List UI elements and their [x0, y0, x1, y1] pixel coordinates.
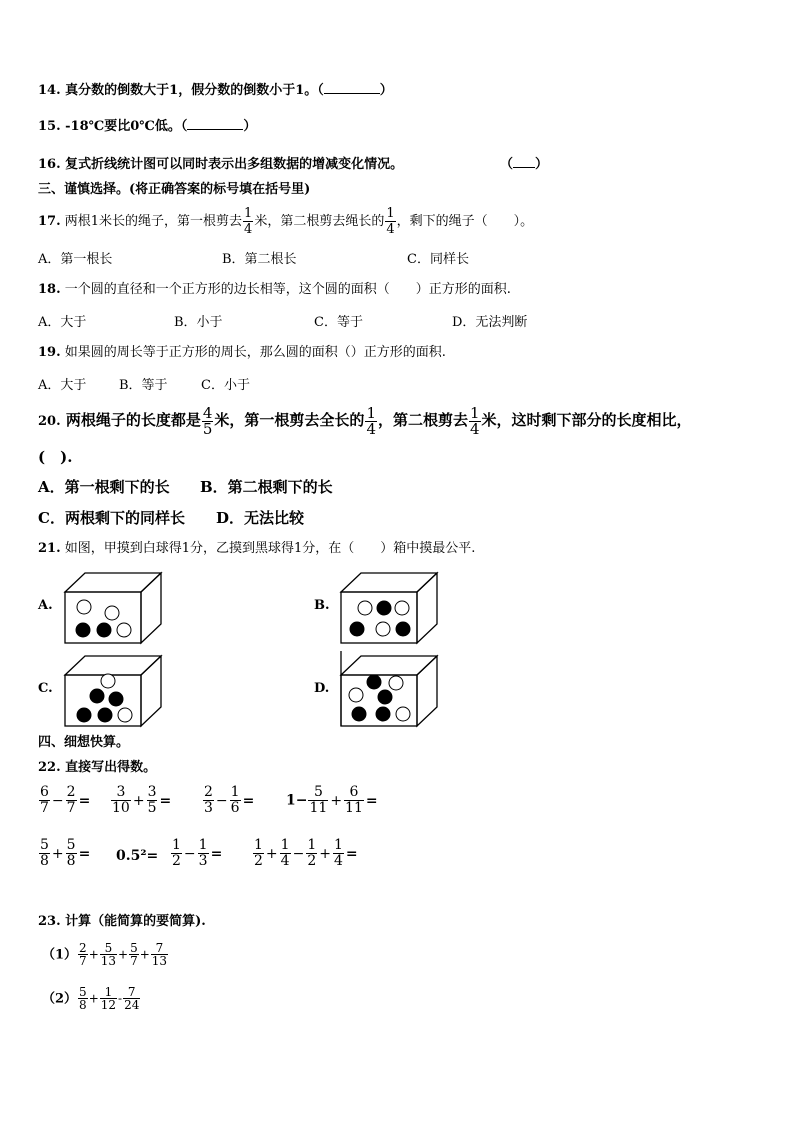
- numerator: 1: [386, 206, 395, 221]
- fraction: [198, 838, 209, 869]
- numerator: 1: [307, 837, 317, 853]
- question-number: 16.: [38, 157, 61, 172]
- numerator: 3: [147, 784, 157, 800]
- fraction: [333, 838, 344, 869]
- question-20: [38, 403, 692, 439]
- calc-problem-1[interactable]: [42, 942, 169, 967]
- denominator: 7: [79, 954, 87, 968]
- ball-box-a[interactable]: [62, 570, 164, 646]
- white-ball: [118, 708, 132, 722]
- numerator: 2: [204, 784, 213, 800]
- question-text: 复式折线统计图可以同时表示出多组数据的增减变化情况。: [65, 157, 404, 172]
- numerator: 5: [66, 837, 76, 853]
- black-ball: [396, 622, 410, 636]
- denominator: 5: [202, 419, 213, 438]
- fraction: [385, 206, 395, 237]
- expression-3[interactable]: [202, 785, 255, 816]
- black-ball: [97, 623, 111, 637]
- fraction: [111, 785, 131, 816]
- black-ball: [352, 707, 366, 721]
- question-text: -18℃要比0℃低。（: [65, 119, 188, 134]
- denominator: 24: [124, 998, 140, 1012]
- denominator: 4: [366, 419, 376, 438]
- option-a[interactable]: A．第一根剩下的长: [38, 478, 170, 496]
- option-a[interactable]: A．大于: [38, 315, 87, 330]
- option-a[interactable]: A．大于: [38, 378, 87, 393]
- fraction: [66, 785, 77, 816]
- question-18: [38, 280, 511, 300]
- operator: +: [51, 845, 64, 862]
- option-b[interactable]: B．第二根剩下的长: [200, 478, 333, 496]
- numerator: 5: [130, 941, 138, 955]
- denominator: 12: [100, 998, 117, 1012]
- numerator: 1: [254, 837, 263, 853]
- white-ball: [117, 623, 131, 637]
- operator: +: [118, 947, 129, 962]
- question-22: [38, 758, 156, 778]
- white-ball: [105, 606, 119, 620]
- numerator: 5: [40, 837, 49, 853]
- white-ball: [358, 601, 372, 615]
- numerator: 6: [344, 785, 364, 801]
- question-text: ，剩下的绳子（ ）。: [396, 214, 534, 229]
- equals-sign: =: [242, 792, 255, 809]
- fraction: [151, 942, 168, 967]
- fraction: [243, 206, 253, 237]
- expression-4[interactable]: [286, 785, 379, 816]
- denominator: 3: [198, 853, 208, 869]
- fraction: [344, 785, 364, 816]
- white-ball: [395, 601, 409, 615]
- equals-sign: =: [210, 845, 223, 862]
- question-text: 两根1米长的绳子，第一根剪去: [64, 214, 243, 229]
- fraction: [100, 942, 117, 967]
- equals-sign: =: [365, 792, 378, 809]
- fraction: [308, 785, 328, 816]
- equals-sign: =: [78, 845, 91, 862]
- expression-1[interactable]: [38, 785, 91, 816]
- question-text: 一个圆的直径和一个正方形的边长相等，这个圆的面积（ ）正方形的面积.: [64, 282, 511, 297]
- question-16-answer: [500, 155, 548, 175]
- denominator: 11: [309, 800, 328, 816]
- denominator: 8: [66, 853, 76, 869]
- numerator: 7: [151, 942, 168, 955]
- black-ball: [377, 601, 391, 615]
- fraction: [100, 986, 117, 1011]
- box-side: [141, 656, 161, 726]
- question-number: 14.: [38, 83, 61, 98]
- white-ball: [389, 676, 403, 690]
- answer-blank[interactable]: [513, 155, 535, 168]
- white-ball: [396, 707, 410, 721]
- ball-box-d[interactable]: [338, 651, 440, 729]
- question-number: 23.: [38, 914, 61, 929]
- question-number: 22.: [38, 760, 61, 775]
- box-top: [341, 656, 437, 675]
- section-3-heading: 三、谨慎选择。(将正确答案的标号填在括号里): [38, 182, 311, 197]
- operator: +: [319, 845, 331, 862]
- option-d[interactable]: D．无法判断: [452, 315, 528, 330]
- expression-7[interactable]: [170, 838, 223, 869]
- question-text: 计算（能简算的要简算).: [65, 914, 206, 929]
- option-a[interactable]: A．第一根长: [38, 252, 113, 267]
- numerator: 2: [79, 941, 87, 955]
- numerator: 3: [111, 785, 131, 801]
- question-text: 两根绳子的长度都是: [65, 411, 201, 429]
- expression-2[interactable]: [110, 785, 172, 816]
- option-b[interactable]: B．小于: [174, 315, 223, 330]
- equals-sign: =: [78, 792, 91, 809]
- paren-close: ）: [379, 83, 393, 98]
- denominator: 2: [307, 853, 317, 869]
- question-text: 米，第二根剪去绳长的: [254, 214, 385, 229]
- fraction: [39, 838, 50, 869]
- numerator: 5: [79, 985, 87, 999]
- operator: +: [139, 947, 150, 962]
- question-15: [38, 117, 256, 137]
- question-text: 直接写出得数。: [65, 760, 157, 775]
- operator: +: [88, 947, 99, 962]
- ball-box-b[interactable]: [338, 570, 440, 646]
- black-ball: [376, 707, 390, 721]
- box-label-b[interactable]: B.: [314, 598, 330, 613]
- option-c[interactable]: C．同样长: [407, 252, 469, 267]
- paren-open: （: [500, 157, 514, 172]
- fraction: [365, 403, 377, 438]
- fraction: [203, 785, 214, 816]
- equals-sign: =: [345, 845, 358, 862]
- denominator: 3: [204, 800, 213, 816]
- question-20-blank[interactable]: ( ).: [38, 448, 73, 466]
- white-ball: [349, 688, 363, 702]
- operator: −: [183, 845, 196, 862]
- fraction: [39, 785, 50, 816]
- denominator: 10: [112, 800, 130, 816]
- fraction: [280, 838, 291, 869]
- fraction: [66, 838, 77, 869]
- numerator: 1: [244, 206, 253, 221]
- fraction: [123, 986, 140, 1011]
- question-text: 如果圆的周长等于正方形的周长，那么圆的面积（）正方形的面积.: [64, 345, 446, 360]
- paren-close: ）: [535, 157, 549, 172]
- question-16: [38, 155, 403, 175]
- numerator: 5: [100, 942, 117, 955]
- equals-sign: =: [159, 792, 172, 809]
- calc-problem-2[interactable]: [42, 986, 141, 1011]
- operator: −: [51, 792, 64, 809]
- leading-term: 1−: [286, 792, 308, 809]
- fraction: [306, 838, 317, 869]
- question-number: 20.: [38, 414, 61, 429]
- fraction: [230, 785, 241, 816]
- question-21: [38, 539, 475, 559]
- question-number: 18.: [38, 282, 61, 297]
- box-top: [65, 656, 161, 675]
- ball-box-c[interactable]: [62, 653, 164, 729]
- operator: +: [330, 792, 343, 809]
- operator: +: [132, 792, 145, 809]
- fraction: [253, 838, 264, 869]
- denominator: 4: [244, 222, 253, 237]
- black-ball: [76, 623, 90, 637]
- numerator: 1: [230, 784, 240, 800]
- denominator: 11: [345, 800, 363, 816]
- question-23: [38, 912, 206, 932]
- denominator: 8: [40, 853, 49, 869]
- answer-blank[interactable]: [187, 117, 243, 130]
- question-text: ，第二根剪去: [377, 411, 468, 429]
- question-number: 17.: [38, 214, 61, 229]
- option-b[interactable]: B．等于: [119, 378, 168, 393]
- numerator: 4: [202, 403, 213, 422]
- problem-label: （1）: [42, 947, 78, 963]
- white-ball: [77, 600, 91, 614]
- operator: −: [292, 845, 305, 862]
- problem-label: （2）: [42, 991, 78, 1007]
- question-text: 如图，甲摸到白球得1分，乙摸到黑球得1分，在（ ）箱中摸最公平.: [64, 541, 476, 556]
- fraction: [202, 403, 214, 438]
- paren-close: ）: [243, 119, 257, 134]
- white-ball: [101, 674, 115, 688]
- question-text: 米，这时剩下部分的长度相比，: [481, 411, 692, 429]
- expression-5[interactable]: [38, 838, 91, 869]
- option-b[interactable]: B．第二根长: [222, 252, 297, 267]
- denominator: 13: [100, 954, 117, 968]
- denominator: 8: [79, 998, 87, 1012]
- question-17: [38, 206, 533, 237]
- numerator: 1: [172, 837, 181, 853]
- numerator: 1: [280, 837, 290, 853]
- question-number: 19.: [38, 345, 61, 360]
- denominator: 5: [147, 800, 157, 816]
- option-c[interactable]: C．小于: [201, 378, 250, 393]
- black-ball: [109, 692, 123, 706]
- denominator: 2: [254, 853, 263, 869]
- fraction: [147, 785, 158, 816]
- black-ball: [367, 675, 381, 689]
- expression-8[interactable]: [252, 838, 359, 869]
- denominator: 4: [280, 853, 290, 869]
- numerator: 1: [100, 986, 117, 999]
- black-ball: [350, 622, 364, 636]
- expression-6[interactable]: 0.5²=: [116, 848, 159, 864]
- fraction: [129, 942, 139, 967]
- operator: −: [215, 792, 228, 809]
- question-number: 15.: [38, 119, 61, 134]
- black-ball: [378, 690, 392, 704]
- numerator: 1: [470, 403, 480, 422]
- fraction: [469, 403, 481, 438]
- question-number: 21.: [38, 541, 61, 556]
- option-d[interactable]: D．无法比较: [216, 509, 305, 527]
- box-label-d[interactable]: D.: [314, 681, 330, 696]
- denominator: 7: [40, 800, 49, 816]
- denominator: 4: [386, 222, 395, 237]
- option-c[interactable]: C．等于: [314, 315, 363, 330]
- question-text: 米，第一根剪去全长的: [214, 411, 365, 429]
- box-top: [341, 573, 437, 592]
- numerator: 6: [40, 784, 49, 800]
- box-label-a[interactable]: A.: [38, 598, 53, 613]
- box-top: [65, 573, 161, 592]
- fraction: [78, 942, 88, 967]
- denominator: 13: [151, 954, 168, 968]
- black-ball: [90, 689, 104, 703]
- denominator: 7: [130, 954, 138, 968]
- box-label-c[interactable]: C.: [38, 681, 53, 696]
- denominator: 6: [230, 800, 240, 816]
- section-4-heading: 四、细想快算。: [38, 735, 130, 750]
- box-side: [417, 573, 437, 643]
- denominator: 2: [172, 853, 181, 869]
- operator: -: [118, 991, 123, 1006]
- numerator: 1: [333, 837, 343, 853]
- question-19: [38, 343, 446, 363]
- operator: +: [88, 991, 99, 1006]
- numerator: 1: [198, 837, 208, 853]
- fraction: [171, 838, 182, 869]
- box-side: [417, 656, 437, 726]
- denominator: 4: [333, 853, 343, 869]
- fraction: [78, 986, 88, 1011]
- numerator: 7: [123, 986, 140, 999]
- black-ball: [98, 708, 112, 722]
- answer-blank[interactable]: [324, 81, 380, 94]
- option-c[interactable]: C．两根剩下的同样长: [38, 509, 185, 527]
- denominator: 7: [66, 800, 76, 816]
- denominator: 4: [470, 419, 480, 438]
- numerator: 5: [308, 785, 328, 801]
- question-text: 真分数的倒数大于1，假分数的倒数小于1。（: [65, 83, 324, 98]
- box-side: [141, 573, 161, 643]
- operator: +: [265, 845, 278, 862]
- black-ball: [77, 708, 91, 722]
- white-ball: [376, 622, 390, 636]
- question-14: [38, 81, 393, 101]
- numerator: 1: [366, 403, 376, 422]
- numerator: 2: [66, 784, 76, 800]
